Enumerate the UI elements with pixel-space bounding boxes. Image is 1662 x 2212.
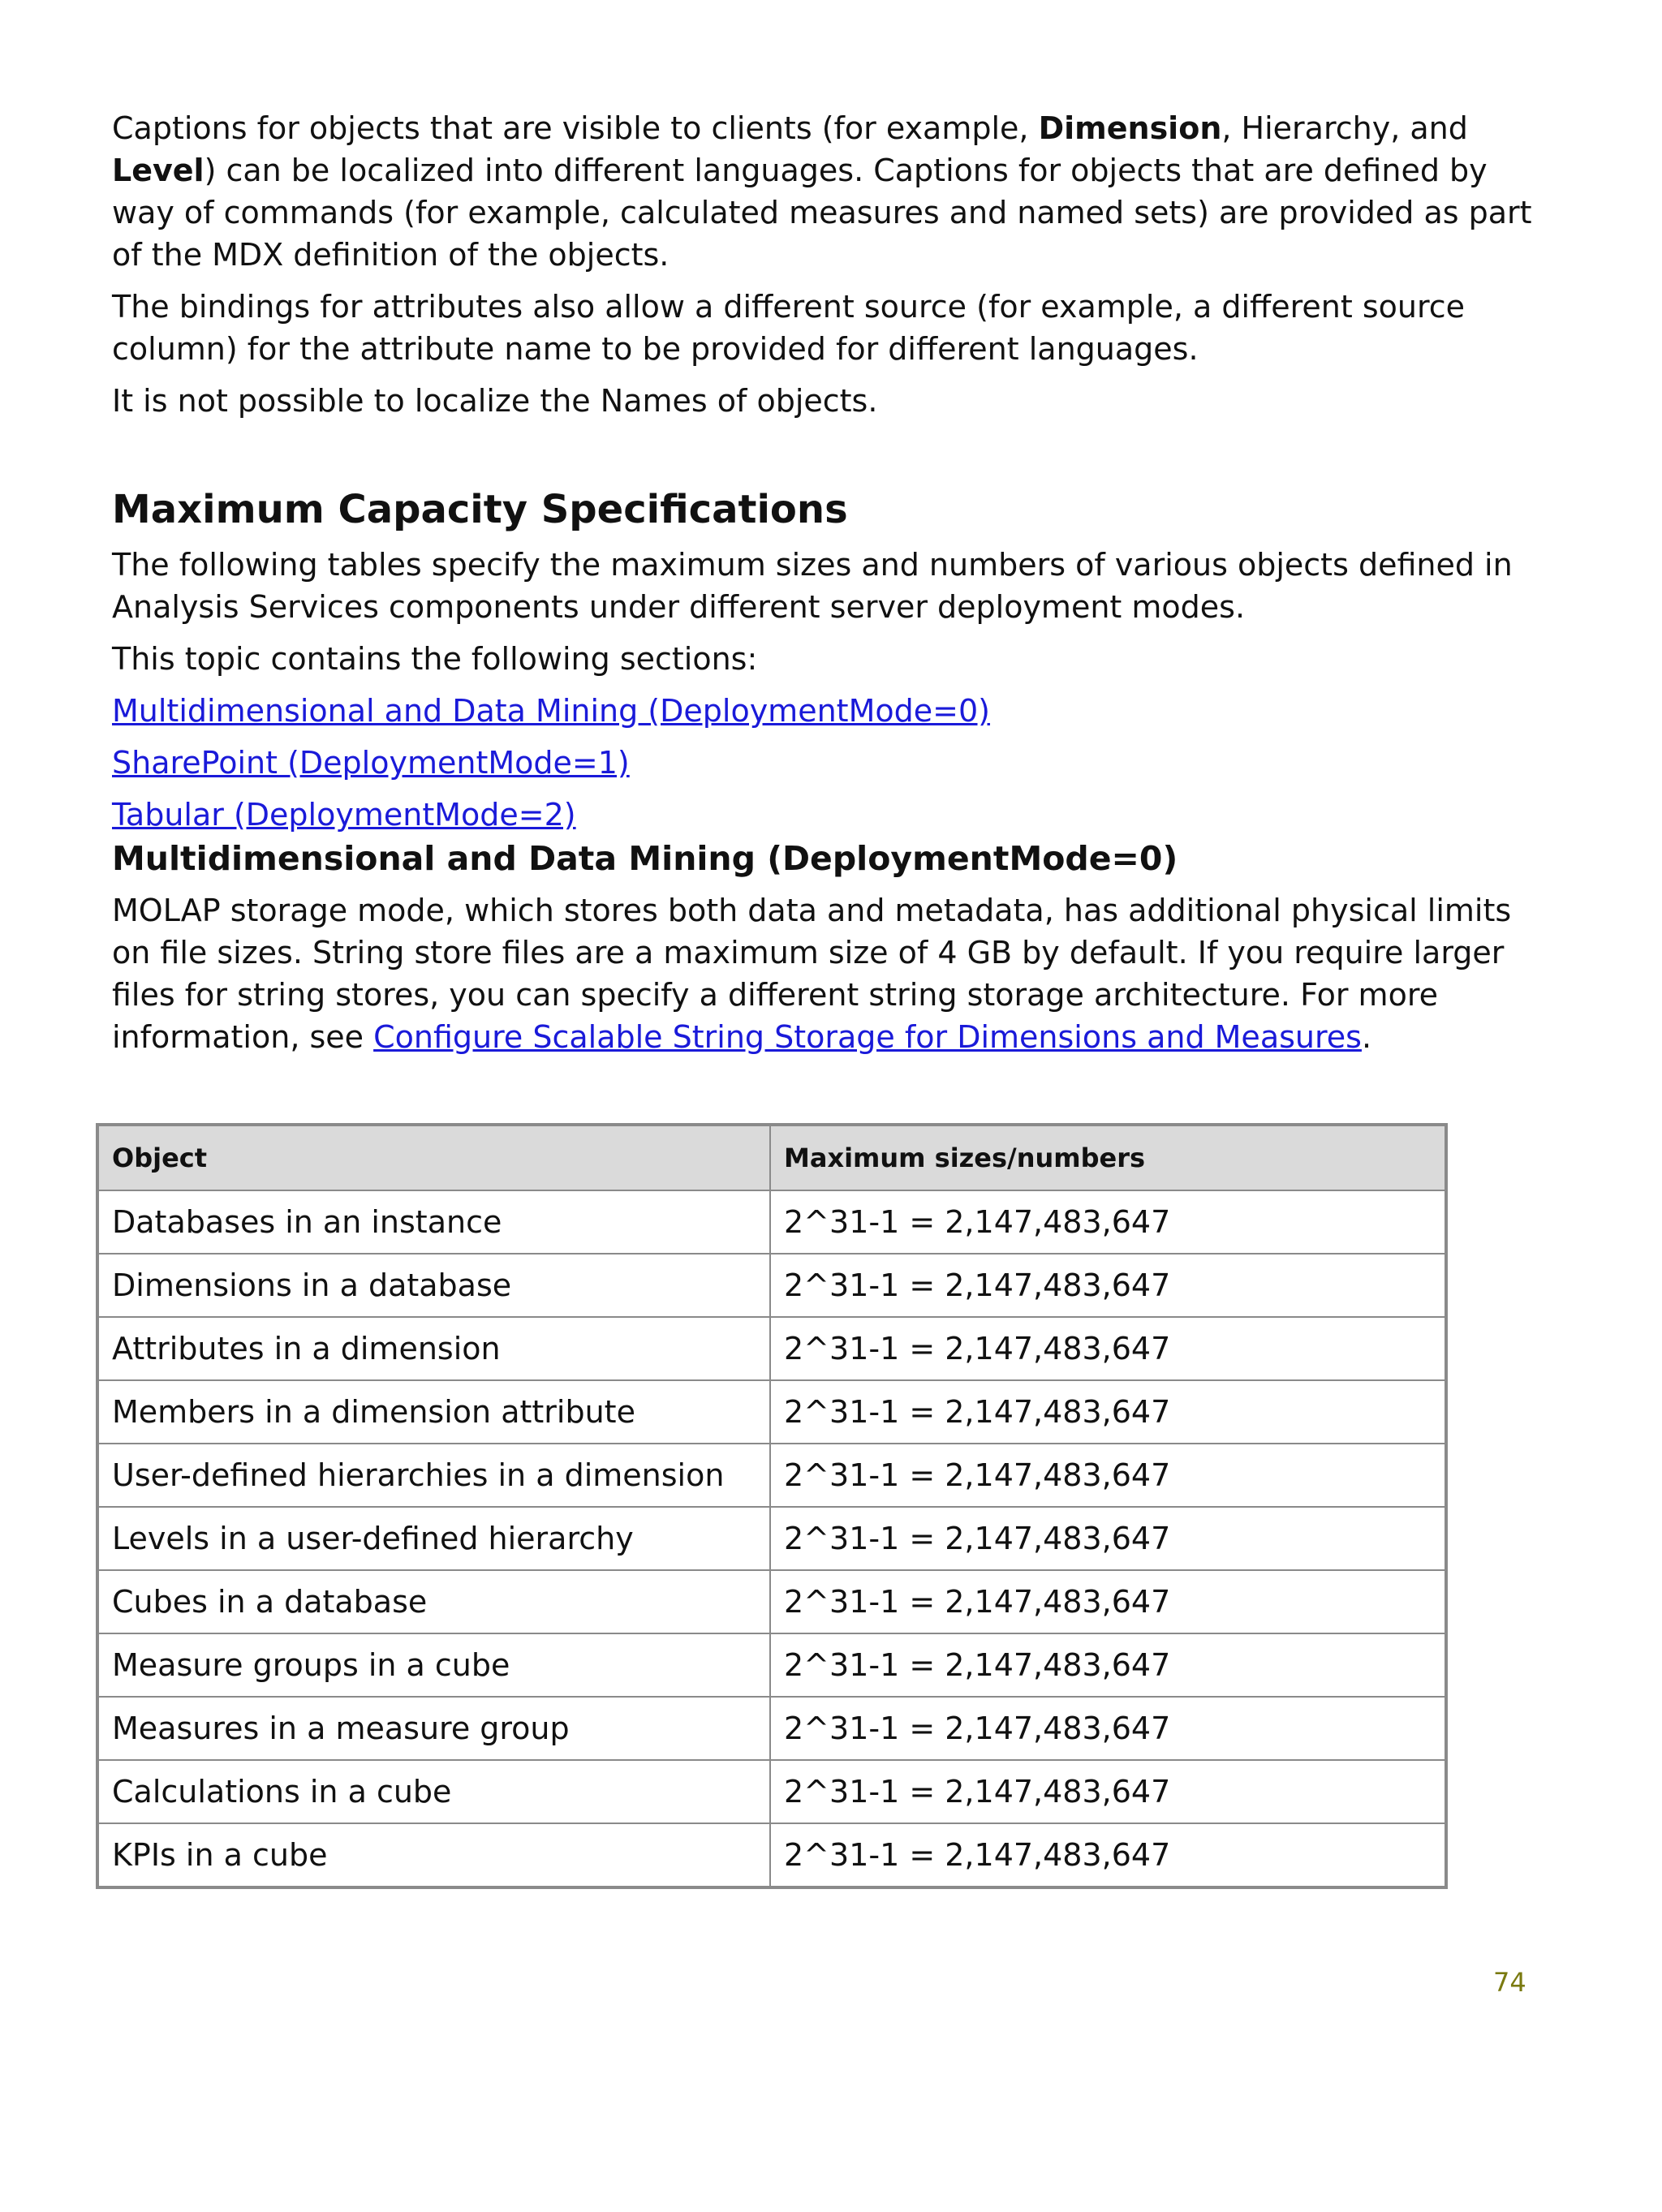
intro-paragraph-names: It is not possible to localize the Names of objects.	[112, 383, 878, 419]
page-number: 74	[1493, 1967, 1526, 1998]
table-row	[97, 1633, 1446, 1697]
table-cell-object: Measures in a measure group	[97, 1697, 770, 1760]
table-cell-object: KPIs in a cube	[97, 1823, 770, 1887]
link-configure-string-storage[interactable]: Configure Scalable String Storage for Dimensions and Measures	[373, 1019, 1362, 1055]
table-row	[97, 1760, 1446, 1823]
table-cell-object: Attributes in a dimension	[97, 1317, 770, 1380]
table-cell-object: Databases in an instance	[97, 1190, 770, 1254]
intro-paragraph-bindings: The bindings for attributes also allow a different source (for example, a different source column) for the attribute name to be provided for different languages.	[112, 289, 1466, 367]
table-row	[97, 1507, 1446, 1570]
subsection-paragraph-molap: MOLAP storage mode, which stores both data and metadata, has additional physical limits on file sizes. String store files are a maximum size of 4 GB by default. If you require larger files for string stores, you can specify a different string storage architecture. For more information, see Configure Scalable String Storage for Dimensions and Measures.	[112, 893, 1512, 1055]
table-row	[97, 1444, 1446, 1507]
table-cell-maximum: 2^31-1 = 2,147,483,647	[770, 1570, 1446, 1633]
table-cell-object: Levels in a user-defined hierarchy	[97, 1507, 770, 1570]
intro-paragraph-captions: Captions for objects that are visible to clients (for example, Dimension, Hierarchy, and Level) can be localized into different languages. Captions for objects that are defined by way of commands (for example, calculated measures and named sets) are provided as part of the MDX definition of the objects.	[112, 110, 1532, 273]
table-cell-object: Cubes in a database	[97, 1570, 770, 1633]
bold-level: Level	[112, 153, 205, 188]
table-header-row	[97, 1125, 1446, 1190]
table-cell-maximum: 2^31-1 = 2,147,483,647	[770, 1823, 1446, 1887]
table-cell-maximum: 2^31-1 = 2,147,483,647	[770, 1190, 1446, 1254]
section-paragraph-tables: The following tables specify the maximum sizes and numbers of various objects defined in Analysis Services components under different server deployment modes.	[112, 547, 1513, 625]
header-object: Object	[97, 1125, 770, 1190]
section-heading: Maximum Capacity Specifications	[112, 487, 848, 532]
table-cell-maximum: 2^31-1 = 2,147,483,647	[770, 1254, 1446, 1317]
table-cell-maximum: 2^31-1 = 2,147,483,647	[770, 1380, 1446, 1444]
section-paragraph-contains: This topic contains the following sections:	[112, 641, 758, 677]
table-row	[97, 1380, 1446, 1444]
capacity-table	[96, 1123, 1448, 1889]
table-cell-maximum: 2^31-1 = 2,147,483,647	[770, 1444, 1446, 1507]
document-page	[112, 107, 1540, 1058]
table-row	[97, 1190, 1446, 1254]
table-row	[97, 1823, 1446, 1887]
table-cell-maximum: 2^31-1 = 2,147,483,647	[770, 1507, 1446, 1570]
table-row	[97, 1697, 1446, 1760]
bold-dimension: Dimension	[1038, 110, 1222, 146]
subsection-heading: Multidimensional and Data Mining (DeploymentMode=0)	[112, 839, 1178, 878]
table-cell-maximum: 2^31-1 = 2,147,483,647	[770, 1697, 1446, 1760]
link-tabular[interactable]: Tabular (DeploymentMode=2)	[112, 797, 576, 833]
table-cell-maximum: 2^31-1 = 2,147,483,647	[770, 1317, 1446, 1380]
link-sharepoint[interactable]: SharePoint (DeploymentMode=1)	[112, 745, 630, 781]
table-cell-maximum: 2^31-1 = 2,147,483,647	[770, 1633, 1446, 1697]
table-row	[97, 1254, 1446, 1317]
table-cell-object: User-defined hierarchies in a dimension	[97, 1444, 770, 1507]
table-row	[97, 1570, 1446, 1633]
table-cell-object: Measure groups in a cube	[97, 1633, 770, 1697]
table-cell-object: Calculations in a cube	[97, 1760, 770, 1823]
table-cell-object: Dimensions in a database	[97, 1254, 770, 1317]
table-row	[97, 1317, 1446, 1380]
table-cell-object: Members in a dimension attribute	[97, 1380, 770, 1444]
link-multidimensional[interactable]: Multidimensional and Data Mining (DeploymentMode=0)	[112, 693, 990, 729]
table-cell-maximum: 2^31-1 = 2,147,483,647	[770, 1760, 1446, 1823]
header-maximum: Maximum sizes/numbers	[770, 1125, 1446, 1190]
